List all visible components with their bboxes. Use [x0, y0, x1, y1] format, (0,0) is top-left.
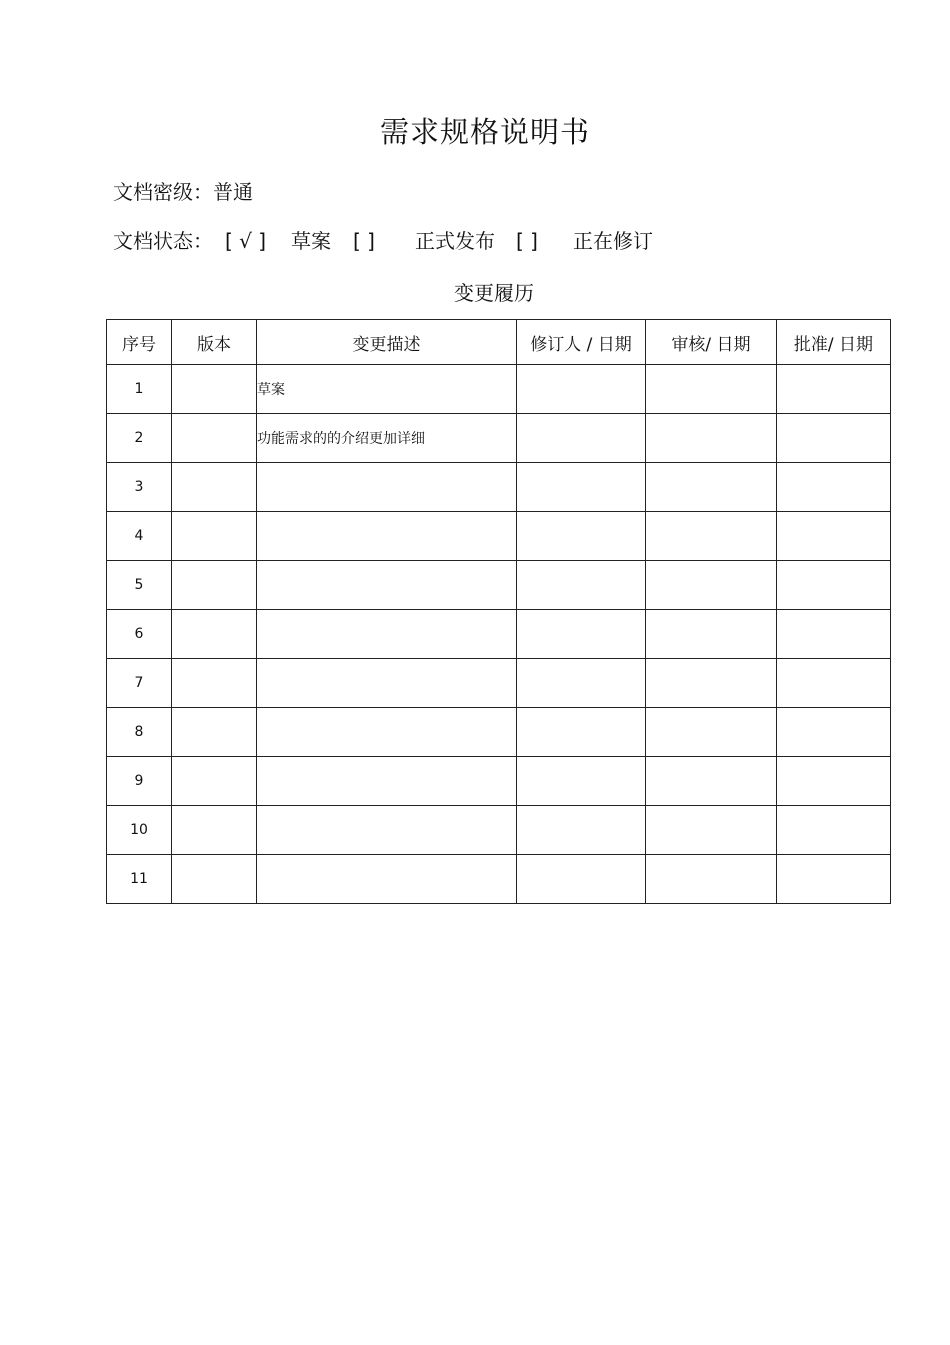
- cell-approver-date: [777, 463, 891, 512]
- draft-label: 草案: [291, 229, 331, 253]
- table-row: [107, 463, 891, 512]
- cell-reviewer-date: [646, 561, 777, 610]
- cell-seq: 6: [107, 610, 172, 659]
- cell-seq: 8: [107, 708, 172, 757]
- cell-editor-date: [517, 855, 646, 904]
- document-status: [113, 227, 653, 255]
- cell-reviewer-date: [646, 659, 777, 708]
- cell-seq: 7: [107, 659, 172, 708]
- cell-seq: 5: [107, 561, 172, 610]
- status-label: 文档状态：: [113, 229, 213, 253]
- cell-description: 草案: [257, 365, 517, 414]
- cell-seq: 1: [107, 365, 172, 414]
- cell-version: [172, 561, 257, 610]
- cell-description: [257, 757, 517, 806]
- column-header-approver-date: 批准/ 日期: [777, 320, 891, 365]
- column-header-editor-date: 修订人 / 日期: [517, 320, 646, 365]
- cell-editor-date: [517, 463, 646, 512]
- cell-version: [172, 365, 257, 414]
- table-row: [107, 561, 891, 610]
- cell-version: [172, 659, 257, 708]
- security-level: 文档密级：普通: [113, 180, 253, 204]
- cell-description: [257, 610, 517, 659]
- cell-seq: 3: [107, 463, 172, 512]
- table-row: [107, 757, 891, 806]
- table-header-row: [107, 320, 891, 365]
- cell-description: [257, 512, 517, 561]
- cell-version: [172, 610, 257, 659]
- cell-description: [257, 855, 517, 904]
- cell-seq: 2: [107, 414, 172, 463]
- cell-approver-date: [777, 512, 891, 561]
- cell-editor-date: [517, 708, 646, 757]
- cell-seq: 4: [107, 512, 172, 561]
- cell-reviewer-date: [646, 757, 777, 806]
- table-row: [107, 708, 891, 757]
- cell-approver-date: [777, 414, 891, 463]
- cell-reviewer-date: [646, 855, 777, 904]
- cell-reviewer-date: [646, 463, 777, 512]
- cell-description: [257, 708, 517, 757]
- cell-version: [172, 757, 257, 806]
- change-history-table: [106, 319, 891, 904]
- table-row: [107, 659, 891, 708]
- cell-description: [257, 561, 517, 610]
- cell-editor-date: [517, 365, 646, 414]
- cell-version: [172, 512, 257, 561]
- release-checkbox[interactable]: [ ]: [353, 229, 375, 253]
- cell-editor-date: [517, 757, 646, 806]
- cell-editor-date: [517, 414, 646, 463]
- cell-approver-date: [777, 659, 891, 708]
- cell-version: [172, 463, 257, 512]
- table-row: [107, 365, 891, 414]
- revising-label: 正在修订: [573, 229, 653, 253]
- cell-editor-date: [517, 561, 646, 610]
- cell-approver-date: [777, 806, 891, 855]
- cell-description: 功能需求的的介绍更加详细: [257, 414, 517, 463]
- cell-reviewer-date: [646, 365, 777, 414]
- cell-reviewer-date: [646, 512, 777, 561]
- cell-seq: 11: [107, 855, 172, 904]
- cell-seq: 9: [107, 757, 172, 806]
- cell-approver-date: [777, 757, 891, 806]
- cell-approver-date: [777, 610, 891, 659]
- page-title: 需求规格说明书: [379, 115, 590, 149]
- cell-reviewer-date: [646, 806, 777, 855]
- column-header-seq: 序号: [107, 320, 172, 365]
- cell-version: [172, 855, 257, 904]
- cell-description: [257, 806, 517, 855]
- table-row: [107, 855, 891, 904]
- cell-reviewer-date: [646, 610, 777, 659]
- cell-approver-date: [777, 561, 891, 610]
- cell-reviewer-date: [646, 414, 777, 463]
- table-row: [107, 414, 891, 463]
- cell-approver-date: [777, 365, 891, 414]
- cell-description: [257, 659, 517, 708]
- cell-seq: 10: [107, 806, 172, 855]
- column-header-version: 版本: [172, 320, 257, 365]
- cell-editor-date: [517, 512, 646, 561]
- draft-checkbox[interactable]: [ √ ]: [225, 229, 267, 253]
- release-label: 正式发布: [415, 229, 495, 253]
- column-header-reviewer-date: 审核/ 日期: [646, 320, 777, 365]
- table-body: [107, 365, 891, 904]
- column-header-description: 变更描述: [257, 320, 517, 365]
- cell-reviewer-date: [646, 708, 777, 757]
- cell-editor-date: [517, 806, 646, 855]
- cell-version: [172, 806, 257, 855]
- cell-editor-date: [517, 659, 646, 708]
- table-row: [107, 610, 891, 659]
- cell-approver-date: [777, 708, 891, 757]
- cell-version: [172, 708, 257, 757]
- cell-version: [172, 414, 257, 463]
- cell-description: [257, 463, 517, 512]
- table-row: [107, 512, 891, 561]
- revising-checkbox[interactable]: [ ]: [516, 229, 538, 253]
- cell-approver-date: [777, 855, 891, 904]
- history-title: 变更履历: [454, 281, 534, 305]
- cell-editor-date: [517, 610, 646, 659]
- table-row: [107, 806, 891, 855]
